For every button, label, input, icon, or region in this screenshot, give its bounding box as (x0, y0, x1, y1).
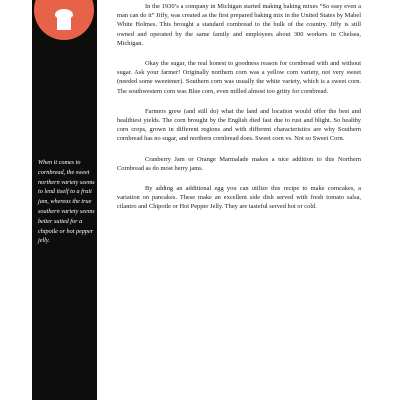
article-paragraph: Okay the sugar, the real honest to goodness reason for cornbread with and without sugar. Ask your farmer! Originally northern corn was a yellow corn variety, not very sweet (needed some sweetener). Southern corn was usually the white variety, which is a sweet corn. The southwestern corn was Blue corn, even milled almost too gritty for cornbread. (117, 60, 361, 95)
bread-slice-icon (49, 2, 79, 32)
article-paragraph: In the 1930’s a company in Michigan started making baking mixes “So easy even a man can do it” Jiffy, was created as the first prepared baking mix in the United States by Mabel White Holmes. This brought a standard cornbread to the bulk of the country. Jiffy is still owned and operated by the same family and employees about 300 workers in Chelsea, Michigan. (117, 3, 361, 47)
article-paragraph: By adding an additional egg you can utilize this recipe to make corncakes, a variation on pancakes. These make an excellent side dish served with fresh tomato salsa, cilantro and Chipotle or Hot Pepper Jelly. They are tasteful served hot or cold. (117, 185, 361, 211)
article-paragraph: Cranberry Jam or Orange Marmalade makes a nice addition to this Northern Cornbread as do most berry jams. (117, 155, 361, 172)
sidebar-quote: When it comes to cornbread, the sweet northern variety seems to lend itself to a fruit jam, whereas the true southern variety seems better suited for a chipotle or hot pepper jelly. (38, 159, 95, 245)
logo-badge (34, 0, 94, 40)
article-paragraph: Farmers grew (and still do) what the land and location would offer the best and healthiest yields. The corn brought by the English died fast due to rust and blight. So healthy corn crops, grown in different regions and with different characteristics are why Southern cornbread has no sugar, and northern cornbread does. Sweet corn vs. Not so Sweet Corn. (117, 107, 361, 143)
article-body (117, 2, 361, 223)
